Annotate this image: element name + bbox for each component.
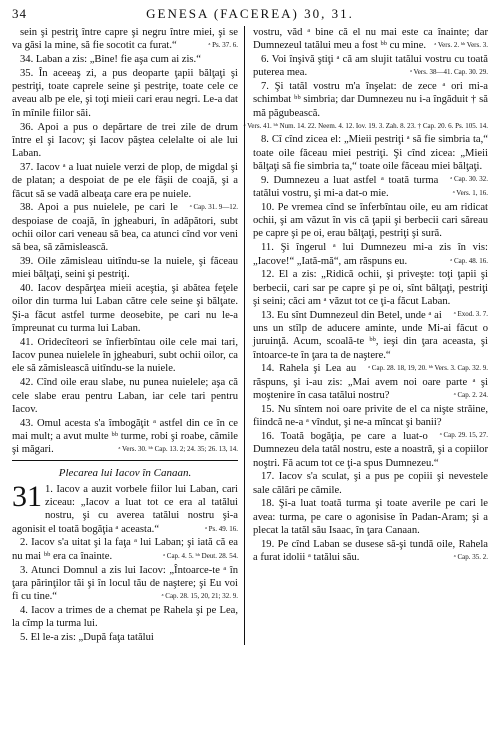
verse-text: 34. Laban a zis: „Bine! fie aşa cum ai zis.“ — [20, 54, 201, 66]
verse-text: 13. Eu sînt Dumnezeul din Betel, unde ᵃ ai uns un stîlp de aducere aminte, unde Mi-ai făcut o juruinţă. Acum, scoală-te ᵇᵇ, ieşi din ţara aceasta, şi întoarce-te în ţara ta de naştere.“ — [253, 309, 488, 361]
verse — [253, 470, 488, 497]
cross-reference: ᵃ Cap. 30. 32. — [450, 175, 488, 184]
verse-text: 43. Omul acesta s'a îmbogăţit ᵃ astfel din ce în ce mai mult; a avut multe ᵇᵇ turme, robi şi roabe, cămile şi măgari. — [12, 417, 238, 456]
verse-text: 4. Iacov a trimes de a chemat pe Rahela şi pe Lea, la cîmp la turma lui. — [12, 604, 238, 630]
cross-reference: ᵃ Vers. 38—41. Cap. 30. 29. — [409, 68, 488, 77]
section-title: Plecarea lui Iacov în Canaan. — [58, 466, 192, 479]
left-column — [12, 26, 244, 645]
page-number: 34 — [12, 6, 27, 21]
verse — [12, 26, 238, 53]
chapter-number: 31 — [12, 479, 42, 513]
cross-reference: ᵃ Cap. 35. 2. — [453, 553, 488, 562]
cross-reference: ᵃ Cap. 31. 9—12. — [189, 202, 238, 211]
verse — [253, 497, 488, 537]
verse — [12, 564, 238, 604]
verse-text: 37. Iacov ᵃ a luat nuiele verzi de plop, de migdal şi de platan; a despoiat de pe ele făşii de coajă, şi a făcut să se vadă albeaţa care era pe nuiele. — [12, 161, 238, 200]
cross-reference: ᵃ Vers. 41. ᵇᵇ Num. 14. 22. Neem. 4. 12. Iov. 19. 3. Zah. 8. 23. † Cap. 20. 6. Ps. 105. 14. — [243, 122, 488, 131]
verse-text: 10. Pe vremea cînd se înferbîntau oile, eu am ridicat ochii, şi am văzut în vis că ţapii şi berbecii cari săreau pe capre şi pe oi, erau bălţaţi, pestriţi şi sură. — [253, 201, 488, 240]
verse — [243, 80, 488, 131]
verse-text: 1. Iacov a auzit vorbele fiilor lui Laban, cari ziceau: „Iacov a luat tot ce era al tatălui nostru, şi cu averea tatălui nostru şi-a agonisit el toată bogăţia ᵃ aceasta.“ — [12, 483, 238, 535]
verse-text: 41. Oridecîteori se înfierbîntau oile cele mai tari, Iacov punea nuielele în jgheaburi, subt ochii oilor, ca ele să zămislească uitîndu-se la nuiele. — [12, 336, 238, 375]
verse — [253, 403, 488, 440]
verse-text: 15. Nu sîntem noi oare privite de el ca nişte străine, fiindcă ne-a ᵃ vîndut, şi ne-a mîncat şi banii? — [253, 403, 488, 429]
verse-text: 14. Rahela şi Lea au răspuns, şi i-au zis: „Mai avem noi oare parte ᵃ şi moştenire în casa tatălui nostru? — [253, 363, 488, 402]
verse — [12, 376, 238, 416]
verse — [12, 53, 238, 66]
verse-text: 11. Şi îngerul ᵃ lui Dumnezeu mi-a zis în vis: „Iacove!“ „Iată-mă“, am răspuns eu. — [253, 242, 488, 267]
verse — [12, 536, 238, 563]
verse-text: 3. Atunci Domnul a zis lui Iacov: „Întoarce-te ᵃ în ţara părinţilor tăi şi în locul tău de naştere; şi Eu voi fi cu tine.“ — [12, 564, 238, 603]
cross-reference: ᵃ Vers. 30. ᵇᵇ Cap. 13. 2; 24. 35; 26. 13, 14. — [118, 445, 238, 454]
running-title: GENESA (FACEREA) 30, 31. — [146, 6, 354, 21]
cross-reference: ᵃ Ps. 37. 6. — [208, 41, 238, 50]
left-verses — [12, 26, 238, 457]
right-column — [244, 26, 488, 645]
cross-reference: ᵃ Vers. 2. ᵇᵇ Vers. 3. — [434, 41, 488, 50]
verse — [12, 121, 238, 161]
verse-text: 8. Cî cînd zicea el: „Mieii pestriţi ᵃ să fie simbria ta,“ toate oile făceau miei pestriţi. Şi cînd zicea: „Mieii bălţaţi să fie simbria ta,“ toate oile făceau miei bălţaţi. — [253, 134, 488, 172]
right-verses — [243, 26, 488, 564]
verse-text: vostru, văd ᵃ bine că el nu mai este ca înainte; dar Dumnezeul tatălui meu a fost ᵇᵇ cu mine. — [253, 27, 488, 52]
verse-text: 2. Iacov s'a uitat şi la faţa ᵃ lui Laban; şi iată că ea nu mai ᵇᵇ era ca înainte. — [12, 537, 238, 562]
verse — [12, 282, 238, 335]
cross-reference: ᵃ Ps. 49. 16. — [204, 524, 238, 533]
verse-text: 35. În aceeaş zi, a pus deoparte ţapii bălţaţi şi pestriţi, toate caprele seine şi pestriţe, toate cele ce aveau alb pe ele, şi toţi mieii cari erau negri. Le-a dat în mînile fiilor săi. — [12, 67, 238, 119]
cross-reference: ᵃ Cap. 28. 18, 19, 20. ᵇᵇ Vers. 3. Cap. 32. 9. — [368, 363, 488, 372]
cross-reference: ᵃ Cap. 29. 15, 27. — [439, 431, 488, 440]
verse — [253, 268, 488, 319]
text-columns — [12, 26, 488, 645]
verse — [253, 53, 488, 80]
verse-text: 16. Toată bogăţia, pe care a luat-o Dumnezeu dela tatăl nostru, este a noastră, şi a copiilor noştri. Fă acum tot ce ţi-a spus Dumnezeu.“ — [253, 430, 488, 469]
verse-text: 19. Pe cînd Laban se dusese să-şi tundă oile, Rahela a furat idolii ᵃ tatălui său. — [253, 538, 488, 564]
cross-reference: ᵃ Vers. 1, 16. — [452, 189, 488, 198]
verse — [12, 631, 238, 644]
verse-text: 17. Iacov s'a sculat, şi a pus pe copiii şi nevestele sale călări pe cămile. — [253, 471, 488, 496]
verse-text: 42. Cînd oile erau slabe, nu punea nuielele; aşa că cele slabe erau pentru Laban, iar cele tari pentru Iacov. — [12, 377, 238, 415]
verse — [12, 67, 238, 120]
cross-reference: ᵃ Exod. 3. 7. — [453, 310, 488, 319]
verse — [12, 604, 238, 631]
verse — [12, 161, 238, 211]
verse — [253, 538, 488, 565]
verse-text: 36. Apoi a pus o depărtare de trei zile de drum între el şi Iacov; şi Iacov păştea celelalte oi ale lui Laban. — [12, 121, 238, 160]
verse-text: 5. El le-a zis: „După faţa tatălui — [20, 632, 154, 644]
verse — [253, 201, 488, 241]
verse — [253, 241, 488, 268]
verse-text: 39. Oile zămisleau uitîndu-se la nuiele, şi făceau miei bălţaţi, seini şi pestriţi. — [12, 256, 238, 281]
cross-reference: ᵃ Cap. 2. 24. — [453, 391, 488, 400]
verse-text: sein şi pestriţ între capre şi negru între miei, şi se va găsi la mine, să fie socotit ca furat.“ — [12, 27, 238, 52]
verse-text: 9. Dumnezeu a luat astfel ᵃ toată turma tatălui vostru, şi mi-a dat-o mie. — [253, 174, 439, 200]
verse-text: 7. Şi tatăl vostru m'a înşelat: de zece ᵃ ori mi-a schimbat ᵇᵇ simbria; dar Dumnezeu nu i-a îngăduit † să mă păgubească. — [253, 81, 488, 119]
verse-text: 38. Apoi a pus nuielele, pe cari le despoiase de coajă, în jgheaburi, în adăpători, subt ochii oilor cari veneau să bea, ca atunci cînd vor veni să bea, să zămislească. — [12, 202, 238, 254]
cross-reference: ᵃ Cap. 48. 16. — [450, 256, 488, 265]
section-rule — [12, 460, 238, 461]
cross-reference: ᵃ Cap. 4. 5. ᵇᵇ Deut. 28. 54. — [163, 551, 238, 560]
verse-text: 18. Şi-a luat toată turma şi toate averile pe cari le avea: turma, pe care o agonisise în Padan-Aram; şi a plecat la tatăl său Isaac, în ţara Canaan. — [253, 498, 488, 536]
chapter-31-verses — [12, 479, 238, 645]
verse — [12, 417, 238, 457]
verse-text: 6. Voi înşivă ştiţi ᵃ că am slujit tatălui vostru cu toată puterea mea. — [253, 54, 488, 79]
verse-text: 40. Iacov despărţea mieii aceştia, şi abătea feţele oilor din turma lui Laban către cele seine şi bălţate. Şi-a făcut astfel turme deosebite, pe cari nu le-a împreunat cu turma lui Laban. — [12, 283, 238, 335]
page-header — [12, 6, 488, 24]
verse-text: 12. El a zis: „Ridică ochii, şi priveşte: toţi ţapii şi berbecii, cari sar pe capre şi pe oi, sînt bălţaţi, pestriţi şi seini; căci am ᵃ văzut tot ce ţi-a făcut Laban. — [253, 269, 488, 307]
cross-reference: ᵃ Cap. 28. 15, 20, 21; 32. 9. — [161, 592, 238, 601]
verse — [12, 336, 238, 376]
verse — [12, 479, 238, 536]
verse — [12, 255, 238, 282]
verse — [253, 26, 488, 53]
